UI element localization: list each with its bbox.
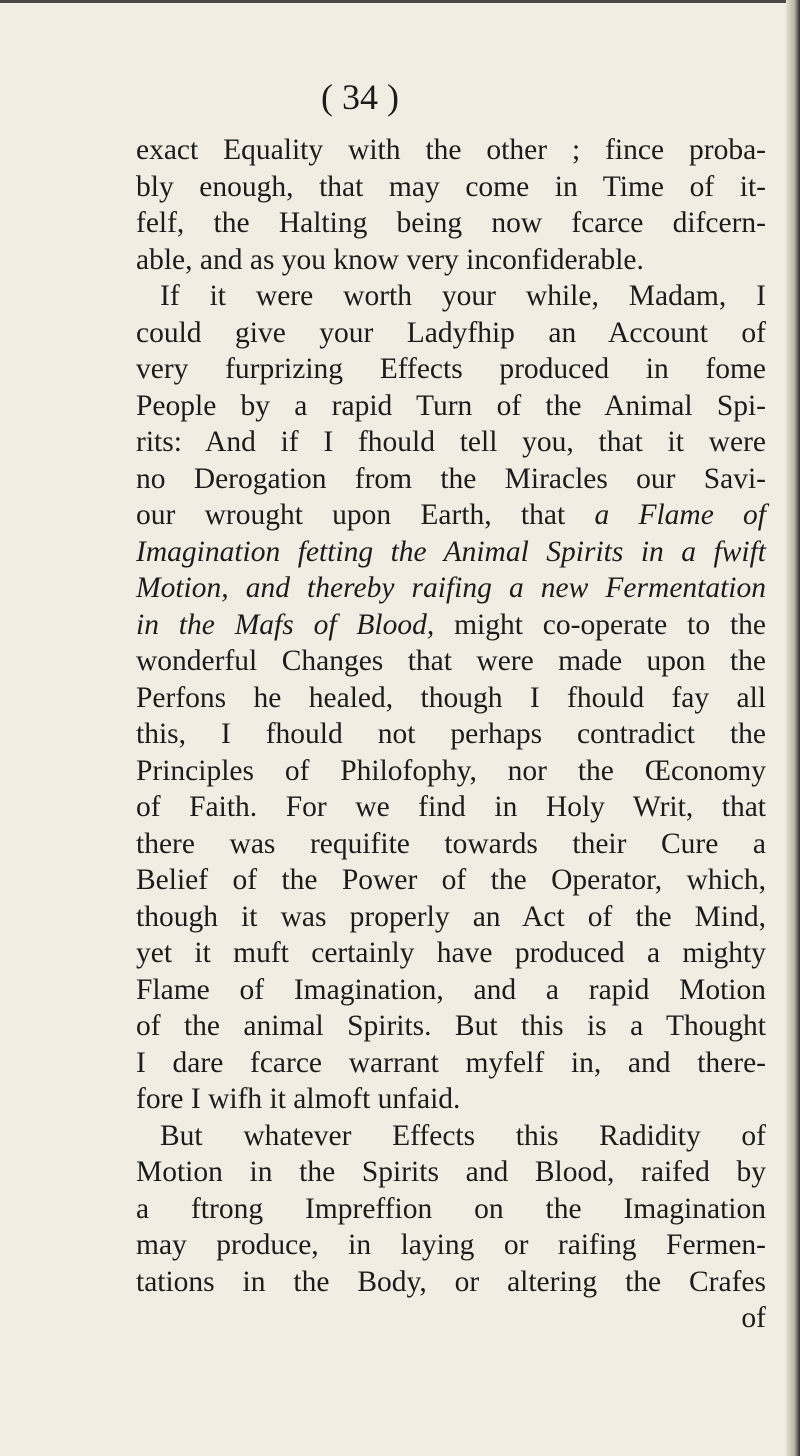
text-line <box>136 1300 766 1337</box>
text-line-roman: of <box>741 1302 766 1334</box>
text-line <box>136 461 766 498</box>
text-line-roman: tations in the Body, or altering the Crafes <box>136 1265 766 1298</box>
text-line-roman: Perfons he healed, though I fhould fay all <box>136 681 766 714</box>
text-line-roman: yet it muft certainly have produced a mighty <box>136 937 766 969</box>
text-line <box>136 1264 766 1301</box>
text-line-roman: Principles of Philofophy, nor the Œconomy <box>136 754 766 787</box>
text-line-roman: felf, the Halting being now fcarce difcern- <box>136 207 766 239</box>
text-line <box>136 680 766 717</box>
text-line-roman: no Derogation from the Miracles our Savi- <box>136 462 766 495</box>
text-line <box>136 1191 766 1228</box>
text-line <box>136 278 766 315</box>
text-line <box>136 607 766 644</box>
text-line-italic: a Flame of <box>594 499 767 531</box>
page-number: ( 34 ) <box>321 77 399 117</box>
text-line-roman: Flame of Imagination, and a rapid Motion <box>136 973 766 1006</box>
text-line <box>136 1118 766 1155</box>
text-line-roman: I dare fcarce warrant myfelf in, and there- <box>136 1046 766 1079</box>
text-line <box>136 497 766 534</box>
text-line-roman: fore I wifh it almoft unfaid. <box>136 1083 461 1115</box>
page-header <box>0 76 800 118</box>
text-line <box>136 534 766 571</box>
text-line-roman: But whatever Effects this Radidity of <box>160 1119 766 1152</box>
text-line-roman: there was requifite towards their Cure a <box>136 827 766 860</box>
body-text <box>136 132 766 1337</box>
text-line-roman: bly enough, that may come in Time of it- <box>136 170 766 203</box>
text-line-roman: Belief of the Power of the Operator, which, <box>136 864 766 896</box>
text-line <box>136 1081 766 1118</box>
text-line <box>136 388 766 425</box>
text-line <box>136 1227 766 1264</box>
text-line <box>136 424 766 461</box>
text-line <box>136 351 766 388</box>
text-line <box>136 935 766 972</box>
text-line <box>136 1008 766 1045</box>
text-line <box>136 899 766 936</box>
text-line-italic: in the Mafs of Blood, <box>136 608 435 641</box>
text-line <box>136 169 766 206</box>
text-line <box>136 242 766 279</box>
text-line-roman: of the animal Spirits. But this is a Thought <box>136 1010 766 1042</box>
text-line-italic: Imagination fetting the Animal Spirits in a fwift <box>136 535 766 568</box>
text-line-roman: People by a rapid Turn of the Animal Spi- <box>136 389 766 422</box>
text-line-roman: of Faith. For we find in Holy Writ, that <box>136 791 766 823</box>
text-line <box>136 972 766 1009</box>
page-gutter-shadow <box>786 0 800 1456</box>
text-line-roman: exact Equality with the other ; fince proba- <box>136 134 766 166</box>
text-line <box>136 753 766 790</box>
text-line-italic: Motion, and thereby raifing a new Fermentation <box>136 572 766 604</box>
text-line-roman: might co-operate to the <box>434 608 766 641</box>
text-line <box>136 643 766 680</box>
text-line <box>136 1045 766 1082</box>
text-line-roman: rits: And if I fhould tell you, that it were <box>136 426 766 458</box>
text-line <box>136 1154 766 1191</box>
text-line <box>136 862 766 899</box>
text-line-roman: may produce, in laying or raifing Fermen- <box>136 1229 766 1261</box>
text-line <box>136 132 766 169</box>
text-line <box>136 315 766 352</box>
text-line-roman: very furprizing Effects produced in fome <box>136 353 766 385</box>
text-line-roman: our wrought upon Earth, that <box>136 499 566 531</box>
text-line-roman: a ftrong Impreffion on the Imagination <box>136 1192 766 1225</box>
text-line-roman: though it was properly an Act of the Mind, <box>136 900 766 933</box>
text-line-roman: this, I fhould not perhaps contradict the <box>136 718 766 750</box>
text-line-roman: Motion in the Spirits and Blood, raifed by <box>136 1156 766 1188</box>
text-line <box>136 789 766 826</box>
text-line <box>136 716 766 753</box>
text-line-roman: could give your Ladyfhip an Account of <box>136 316 766 349</box>
text-line <box>136 826 766 863</box>
top-edge-rule <box>0 0 800 3</box>
text-line-roman: wonderful Changes that were made upon the <box>136 645 766 677</box>
text-line <box>136 205 766 242</box>
text-line <box>136 570 766 607</box>
text-line-roman: If it were worth your while, Madam, I <box>160 280 766 312</box>
text-line-roman: able, and as you know very inconfiderable. <box>136 243 644 276</box>
